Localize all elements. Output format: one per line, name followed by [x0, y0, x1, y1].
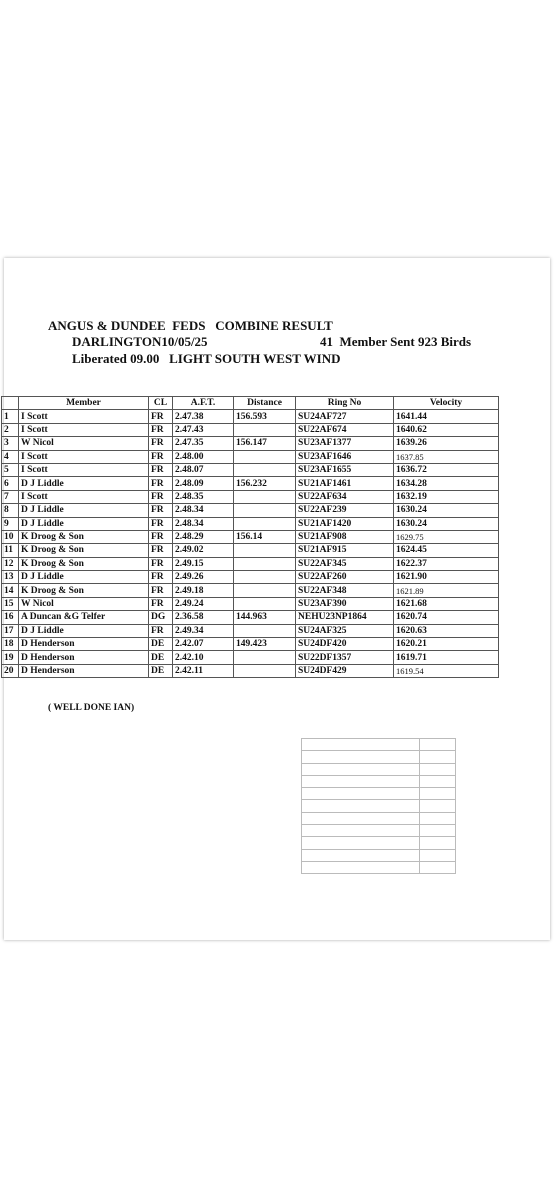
cell-class: FR [149, 477, 173, 490]
cell-distance: 156.232 [234, 477, 296, 490]
table-row [2, 437, 499, 450]
cell-class: DE [149, 651, 173, 664]
table-header-row [2, 397, 499, 410]
cell-member: D J Liddle [19, 504, 149, 517]
cell-class: FR [149, 517, 173, 530]
cell-aft: 2.49.15 [173, 557, 234, 570]
cell-aft: 2.48.07 [173, 463, 234, 476]
cell-aft: 2.47.38 [173, 410, 234, 423]
empty-grid-cell [302, 849, 420, 861]
header-title: ANGUS & DUNDEE FEDS COMBINE RESULT [48, 318, 333, 333]
cell-class: FR [149, 450, 173, 463]
cell-distance [234, 450, 296, 463]
cell-position: 9 [2, 517, 19, 530]
cell-ring-no: SU21AF1461 [296, 477, 394, 490]
cell-class: FR [149, 557, 173, 570]
cell-position: 14 [2, 584, 19, 597]
cell-member: D J Liddle [19, 571, 149, 584]
empty-grid-cell [420, 763, 456, 775]
members-birds-count: 41 Member Sent 923 Birds [320, 334, 472, 349]
cell-aft: 2.49.34 [173, 624, 234, 637]
cell-class: DE [149, 638, 173, 651]
cell-aft: 2.48.35 [173, 490, 234, 503]
empty-grid-row [302, 751, 456, 763]
cell-ring-no: SU23AF1655 [296, 463, 394, 476]
cell-ring-no: SU24DF420 [296, 638, 394, 651]
cell-position: 18 [2, 638, 19, 651]
cell-ring-no: SU23AF1377 [296, 437, 394, 450]
cell-velocity: 1619.71 [394, 651, 499, 664]
cell-member: D Henderson [19, 651, 149, 664]
cell-class: FR [149, 544, 173, 557]
cell-member: K Droog & Son [19, 544, 149, 557]
col-header-ring: Ring No [296, 397, 394, 410]
cell-velocity: 1619.54 [394, 664, 499, 677]
cell-distance [234, 651, 296, 664]
cell-member: A Duncan &G Telfer [19, 611, 149, 624]
cell-member: D J Liddle [19, 517, 149, 530]
empty-grid-cell [302, 763, 420, 775]
empty-grid-cell [420, 849, 456, 861]
cell-ring-no: SU24AF727 [296, 410, 394, 423]
empty-grid [301, 738, 456, 874]
cell-velocity: 1621.90 [394, 571, 499, 584]
cell-member: I Scott [19, 490, 149, 503]
empty-grid-row [302, 849, 456, 861]
cell-distance: 156.147 [234, 437, 296, 450]
cell-ring-no: SU23AF1646 [296, 450, 394, 463]
cell-velocity: 1640.62 [394, 423, 499, 436]
cell-member: I Scott [19, 410, 149, 423]
cell-position: 12 [2, 557, 19, 570]
cell-ring-no: SU23AF390 [296, 597, 394, 610]
cell-position: 16 [2, 611, 19, 624]
congratulation-note: ( WELL DONE IAN) [48, 703, 135, 713]
cell-class: FR [149, 571, 173, 584]
table-row [2, 517, 499, 530]
cell-distance [234, 571, 296, 584]
cell-ring-no: SU21AF908 [296, 530, 394, 543]
cell-position: 7 [2, 490, 19, 503]
empty-grid-cell [420, 775, 456, 787]
cell-distance [234, 517, 296, 530]
cell-ring-no: SU22AF345 [296, 557, 394, 570]
cell-aft: 2.48.34 [173, 517, 234, 530]
cell-velocity: 1630.24 [394, 517, 499, 530]
cell-distance: 156.14 [234, 530, 296, 543]
table-row [2, 450, 499, 463]
cell-position: 13 [2, 571, 19, 584]
cell-ring-no: SU24AF325 [296, 624, 394, 637]
cell-ring-no: SU24DF429 [296, 664, 394, 677]
empty-grid-cell [302, 775, 420, 787]
cell-aft: 2.49.26 [173, 571, 234, 584]
col-header-velocity: Velocity [394, 397, 499, 410]
cell-class: FR [149, 490, 173, 503]
cell-distance: 156.593 [234, 410, 296, 423]
table-row [2, 477, 499, 490]
cell-member: W Nicol [19, 437, 149, 450]
empty-grid-cell [302, 751, 420, 763]
cell-aft: 2.42.11 [173, 664, 234, 677]
cell-distance [234, 463, 296, 476]
empty-grid-row [302, 788, 456, 800]
cell-ring-no: SU21AF1420 [296, 517, 394, 530]
cell-member: D Henderson [19, 638, 149, 651]
empty-grid-cell [302, 788, 420, 800]
empty-grid-cell [420, 739, 456, 751]
cell-velocity: 1620.74 [394, 611, 499, 624]
empty-grid-row [302, 825, 456, 837]
cell-member: K Droog & Son [19, 530, 149, 543]
cell-distance [234, 597, 296, 610]
cell-distance [234, 584, 296, 597]
cell-member: I Scott [19, 423, 149, 436]
cell-class: FR [149, 423, 173, 436]
empty-grid-row [302, 861, 456, 873]
cell-ring-no: SU22AF239 [296, 504, 394, 517]
cell-class: DG [149, 611, 173, 624]
cell-aft: 2.42.10 [173, 651, 234, 664]
cell-velocity: 1622.37 [394, 557, 499, 570]
table-row [2, 463, 499, 476]
cell-velocity: 1636.72 [394, 463, 499, 476]
empty-grid-cell [302, 837, 420, 849]
table-row [2, 410, 499, 423]
cell-aft: 2.48.34 [173, 504, 234, 517]
cell-ring-no: SU22AF634 [296, 490, 394, 503]
empty-grid-cell [302, 825, 420, 837]
cell-member: W Nicol [19, 597, 149, 610]
table-row [2, 544, 499, 557]
table-row [2, 664, 499, 677]
empty-grid-row [302, 763, 456, 775]
cell-class: FR [149, 584, 173, 597]
cell-aft: 2.49.18 [173, 584, 234, 597]
cell-ring-no: NEHU23NP1864 [296, 611, 394, 624]
cell-position: 5 [2, 463, 19, 476]
cell-position: 17 [2, 624, 19, 637]
cell-class: FR [149, 410, 173, 423]
table-row [2, 490, 499, 503]
cell-member: I Scott [19, 450, 149, 463]
table-row [2, 504, 499, 517]
table-row [2, 423, 499, 436]
table-row [2, 651, 499, 664]
empty-grid-cell [420, 861, 456, 873]
col-header-member: Member [19, 397, 149, 410]
cell-distance [234, 624, 296, 637]
col-header-cl: CL [149, 397, 173, 410]
cell-position: 20 [2, 664, 19, 677]
cell-distance [234, 504, 296, 517]
cell-distance: 144.963 [234, 611, 296, 624]
table-row [2, 557, 499, 570]
empty-grid-cell [302, 739, 420, 751]
cell-aft: 2.47.35 [173, 437, 234, 450]
cell-aft: 2.49.02 [173, 544, 234, 557]
table-row [2, 571, 499, 584]
cell-aft: 2.47.43 [173, 423, 234, 436]
cell-ring-no: SU22AF260 [296, 571, 394, 584]
table-row [2, 530, 499, 543]
cell-class: FR [149, 597, 173, 610]
cell-ring-no: SU22AF348 [296, 584, 394, 597]
empty-grid-cell [420, 800, 456, 812]
col-header-pos [2, 397, 19, 410]
empty-grid-cell [302, 800, 420, 812]
cell-velocity: 1621.68 [394, 597, 499, 610]
empty-grid-row [302, 812, 456, 824]
empty-grid-cell [420, 788, 456, 800]
cell-class: FR [149, 530, 173, 543]
empty-grid-row [302, 739, 456, 751]
cell-velocity: 1637.85 [394, 450, 499, 463]
cell-member: D J Liddle [19, 477, 149, 490]
cell-distance [234, 490, 296, 503]
cell-position: 19 [2, 651, 19, 664]
cell-velocity: 1624.45 [394, 544, 499, 557]
empty-grid-row [302, 837, 456, 849]
cell-ring-no: SU22DF1357 [296, 651, 394, 664]
cell-distance [234, 664, 296, 677]
cell-velocity: 1632.19 [394, 490, 499, 503]
cell-position: 3 [2, 437, 19, 450]
cell-distance [234, 544, 296, 557]
cell-distance: 149.423 [234, 638, 296, 651]
cell-aft: 2.48.29 [173, 530, 234, 543]
cell-position: 1 [2, 410, 19, 423]
table-row [2, 638, 499, 651]
liberation-wind: Liberated 09.00 LIGHT SOUTH WEST WIND [72, 351, 341, 366]
cell-member: K Droog & Son [19, 584, 149, 597]
results-table [1, 396, 499, 678]
cell-velocity: 1641.44 [394, 410, 499, 423]
cell-distance [234, 557, 296, 570]
cell-aft: 2.48.00 [173, 450, 234, 463]
cell-position: 11 [2, 544, 19, 557]
cell-position: 10 [2, 530, 19, 543]
cell-velocity: 1639.26 [394, 437, 499, 450]
race-point-date: DARLINGTON10/05/25 [72, 334, 208, 349]
table-row [2, 597, 499, 610]
cell-position: 15 [2, 597, 19, 610]
cell-velocity: 1621.89 [394, 584, 499, 597]
empty-grid-cell [420, 751, 456, 763]
cell-member: K Droog & Son [19, 557, 149, 570]
empty-grid-cell [302, 812, 420, 824]
empty-grid-cell [420, 837, 456, 849]
empty-grid-cell [302, 861, 420, 873]
cell-position: 4 [2, 450, 19, 463]
cell-velocity: 1629.75 [394, 530, 499, 543]
cell-ring-no: SU21AF915 [296, 544, 394, 557]
empty-grid-cell [420, 825, 456, 837]
cell-velocity: 1630.24 [394, 504, 499, 517]
cell-position: 8 [2, 504, 19, 517]
cell-member: D Henderson [19, 664, 149, 677]
cell-class: FR [149, 624, 173, 637]
cell-aft: 2.49.24 [173, 597, 234, 610]
table-row [2, 624, 499, 637]
document-page [4, 258, 550, 940]
table-row [2, 584, 499, 597]
cell-member: I Scott [19, 463, 149, 476]
cell-aft: 2.36.58 [173, 611, 234, 624]
empty-grid-cell [420, 812, 456, 824]
cell-class: FR [149, 504, 173, 517]
empty-grid-row [302, 800, 456, 812]
col-header-aft: A.F.T. [173, 397, 234, 410]
cell-aft: 2.42.07 [173, 638, 234, 651]
cell-velocity: 1620.21 [394, 638, 499, 651]
cell-class: DE [149, 664, 173, 677]
cell-member: D J Liddle [19, 624, 149, 637]
cell-velocity: 1620.63 [394, 624, 499, 637]
cell-position: 2 [2, 423, 19, 436]
table-row [2, 611, 499, 624]
cell-ring-no: SU22AF674 [296, 423, 394, 436]
cell-distance [234, 423, 296, 436]
col-header-distance: Distance [234, 397, 296, 410]
cell-velocity: 1634.28 [394, 477, 499, 490]
cell-class: FR [149, 463, 173, 476]
empty-grid-row [302, 775, 456, 787]
cell-position: 6 [2, 477, 19, 490]
cell-aft: 2.48.09 [173, 477, 234, 490]
cell-class: FR [149, 437, 173, 450]
